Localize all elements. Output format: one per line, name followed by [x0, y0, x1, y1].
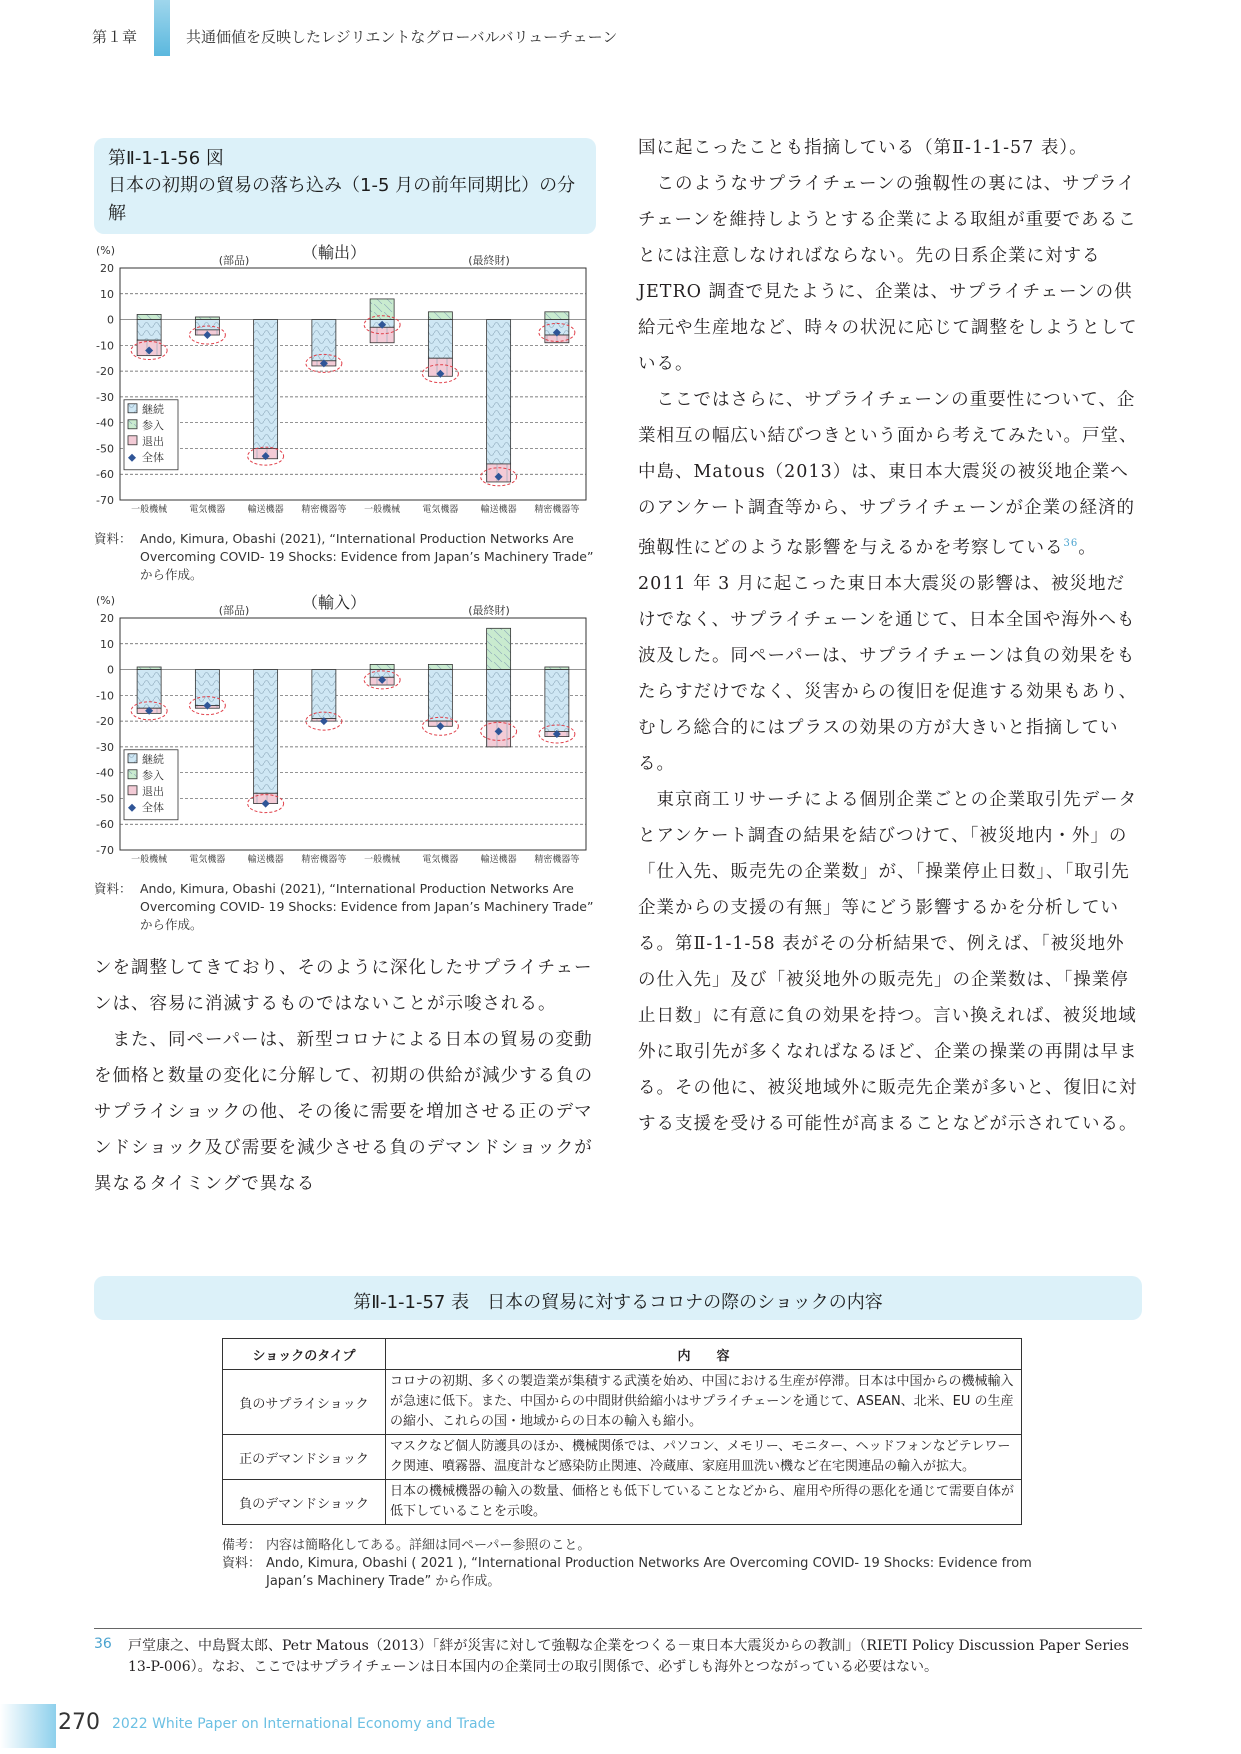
group-label: (最終財) — [468, 604, 510, 617]
column-header-content: 内 容 — [386, 1339, 1022, 1370]
legend-swatch — [128, 420, 137, 429]
y-tick-label: -20 — [96, 365, 114, 379]
table-row — [223, 1435, 1022, 1480]
plot-frame — [120, 268, 586, 500]
source-label: 資料： — [222, 1556, 262, 1571]
chapter-title: 共通価値を反映したレジリエントなグローバルバリューチェーン — [186, 28, 618, 46]
bar-keizoku — [137, 320, 161, 341]
table-title: 第Ⅱ-1-1-57 表 日本の貿易に対するコロナの際のショックの内容 — [353, 1292, 883, 1313]
footnote-divider — [94, 1628, 1142, 1629]
y-tick-label: 10 — [100, 287, 114, 301]
source-label: 資料： — [94, 531, 132, 546]
bar-sannyu — [370, 664, 394, 669]
y-tick-label: 0 — [107, 663, 114, 677]
paragraph-part: 。2011 年 3 月に起こった東日本大震災の影響は、被災地だけでなく、サプライチェーンを通じて、日本全国や海外へも波及した。同ペーパーは、サプライチェーンは負の効果をもたらすだけでなく、災害からの復旧を促進する効果もあり、むしろ総合的にはプラスの効果の方が大きいと指摘している。 — [638, 537, 1138, 774]
footnote-number: 36 — [94, 1636, 112, 1652]
paragraph: 国に起こったことも指摘している（第Ⅱ-1-1-57 表）。 — [638, 138, 1088, 158]
y-tick-label: -50 — [96, 792, 114, 806]
legend-label: 継続 — [142, 402, 164, 416]
x-tick-label: 輸送機器 — [247, 855, 284, 865]
export-chart-source — [94, 530, 600, 586]
x-tick-label: 精密機器等 — [534, 505, 580, 515]
shock-content: マスクなど個人防護具のほか、機械関係では、パソコン、メモリー、モニター、ヘッドフォンなどテレワーク関連、噴霧器、温度計など感染防止関連、冷蔵庫、家庭用皿洗い機など在宅関連品の輸入が拡大。 — [386, 1435, 1022, 1480]
chart-title: （輸出） — [301, 243, 367, 262]
bar-keizoku — [195, 320, 219, 330]
y-tick-label: -50 — [96, 442, 114, 456]
table-header-row — [223, 1339, 1022, 1370]
source-text: Ando, Kimura, Obashi ( 2021 ), “International Production Networks Are Overcoming COVID- 19 Shocks: Evidence from Japan’s Machinery Trade” から作成。 — [266, 1556, 1032, 1589]
y-tick-label: -70 — [96, 494, 114, 507]
table-row — [223, 1370, 1022, 1435]
paragraph — [638, 382, 1143, 782]
import-chart-svg — [94, 590, 604, 880]
paragraph-part: ここではさらに、サプライチェーンの重要性について、企業相互の幅広い結びつきという面から考えてみたい。戸堂、中島、Matous（2013）は、東日本大震災の被災地企業へのアンケート調査等から、サプライチェーンが企業の経済的強靱性にどのような影響を与えるかを考察している — [638, 390, 1138, 558]
footer-accent-bar — [0, 1704, 56, 1748]
figure-title: 日本の初期の貿易の落ち込み（1-5 月の前年同期比）の分解 — [108, 175, 576, 224]
y-axis-unit: (%) — [96, 244, 116, 257]
y-tick-label: -20 — [96, 715, 114, 729]
legend-label: 継続 — [142, 752, 164, 766]
right-column-text — [638, 130, 1143, 1142]
footer-title: 2022 White Paper on International Economy and Trade — [112, 1716, 496, 1732]
shock-content: コロナの初期、多くの製造業が集積する武漢を始め、中国における生産が停滞。日本は中国からの機械輸入が急速に低下。また、中国からの中間財供給縮小はサプライチェーンを通じて、ASEAN、北米、EU の生産の縮小、これらの国・地域からの日本の輸入も縮小。 — [386, 1370, 1022, 1435]
y-tick-label: -40 — [96, 766, 114, 780]
x-tick-label: 精密機器等 — [301, 855, 347, 865]
y-tick-label: 0 — [107, 313, 114, 327]
x-tick-label: 精密機器等 — [301, 505, 347, 515]
left-column-text — [94, 950, 599, 1202]
bar-sannyu — [428, 664, 452, 669]
footnote-ref[interactable]: 36 — [1063, 538, 1079, 549]
x-tick-label: 電気機器 — [422, 505, 459, 515]
legend-swatch — [128, 770, 137, 779]
bar-sannyu — [545, 312, 569, 320]
bar-keizoku — [312, 670, 336, 719]
legend-label: 退出 — [142, 784, 164, 798]
y-tick-label: -30 — [96, 390, 114, 404]
bar-keizoku — [545, 670, 569, 732]
legend-label: 退出 — [142, 434, 164, 448]
legend-label: 全体 — [142, 800, 164, 814]
bar-keizoku — [487, 320, 511, 464]
export-chart-svg — [94, 240, 604, 530]
x-tick-label: 一般機械 — [131, 505, 168, 515]
shock-content: 日本の機械機器の輸入の数量、価格とも低下していることなどから、雇用や所得の悪化を通じて需要自体が低下していることを示唆。 — [386, 1480, 1022, 1525]
bar-sannyu — [487, 628, 511, 669]
bar-keizoku — [254, 320, 278, 449]
bar-keizoku — [254, 670, 278, 794]
chapter-accent-bar — [154, 0, 170, 56]
bar-sannyu — [428, 312, 452, 320]
x-tick-label: 一般機械 — [364, 855, 401, 865]
group-label: (部品) — [218, 254, 250, 267]
y-axis-unit: (%) — [96, 594, 116, 607]
bar-keizoku — [428, 320, 452, 359]
note-text: 内容は簡略化してある。詳細は同ペーパー参照のこと。 — [266, 1538, 591, 1553]
bar-sannyu — [137, 314, 161, 319]
import-chart — [94, 590, 604, 880]
x-tick-label: 電気機器 — [189, 505, 226, 515]
x-tick-label: 一般機械 — [364, 505, 401, 515]
x-tick-label: 一般機械 — [131, 855, 168, 865]
legend-swatch — [128, 404, 137, 413]
column-header-type: ショックのタイプ — [223, 1339, 386, 1370]
group-label: (部品) — [218, 604, 250, 617]
x-tick-label: 電気機器 — [189, 855, 226, 865]
paragraph: 東京商工リサーチによる個別企業ごとの企業取引先データとアンケート調査の結果を結びつけて、「被災地内・外」の「仕入先、販売先の企業数」が、「操業停止日数」、「取引先企業からの支援の有無」等にどう影響するかを分析している。第Ⅱ-1-1-58 表がその分析結果で、例えば、「被災地外の仕入先」及び「被災地外の販売先」の企業数は、「操業停止日数」に有意に負の効果を持つ。言い換えれば、被災地域外に取引先が多くなればなるほど、企業の操業の再開は早まる。その他に、被災地域外に販売先企業が多いと、復旧に対する支援を受ける可能性が高まることなどが示されている。 — [638, 789, 1138, 1134]
table-row — [223, 1480, 1022, 1525]
x-tick-label: 輸送機器 — [480, 505, 517, 515]
x-tick-label: 電気機器 — [422, 855, 459, 865]
source-text: Ando, Kimura, Obashi (2021), “International Production Networks Are Overcoming COVID- 19 Shocks: Evidence from Japan’s Machinery Trade” から作成。 — [140, 531, 594, 582]
bar-keizoku — [487, 670, 511, 722]
bar-keizoku — [195, 670, 219, 706]
paragraph: ンを調整してきており、そのように深化したサプライチェーンは、容易に消滅するものではないことが示唆される。 — [94, 958, 593, 1014]
y-tick-label: 10 — [100, 637, 114, 651]
source-text: Ando, Kimura, Obashi (2021), “International Production Networks Are Overcoming COVID- 19 Shocks: Evidence from Japan’s Machinery Trade” から作成。 — [140, 881, 594, 932]
paragraph: また、同ペーパーは、新型コロナによる日本の貿易の変動を価格と数量の変化に分解して、初期の供給が減少する負のサプライショックの他、その後に需要を増加させる正のデマンドショック及び需要を減少させる負のデマンドショックが異なるタイミングで異なる — [94, 1030, 594, 1194]
shock-type: 正のデマンドショック — [223, 1435, 386, 1480]
y-tick-label: -10 — [96, 339, 114, 353]
footnote-text: 戸堂康之、中島賢太郎、Petr Matous（2013）「絆が災害に対して強靱な企業をつくる－東日本大震災からの教訓」（RIETI Policy Discussion Paper Series 13-P-006）。なお、ここではサプライチェーンは日本国内の企業同士の取引関係で、必ずしも海外とつながっている必要はない。 — [128, 1638, 1129, 1675]
legend-label: 参入 — [142, 418, 164, 432]
source-label: 資料： — [94, 881, 132, 896]
y-tick-label: -10 — [96, 689, 114, 703]
y-tick-label: 20 — [100, 262, 114, 275]
x-tick-label: 精密機器等 — [534, 855, 580, 865]
paragraph: このようなサプライチェーンの強靱性の裏には、サプライチェーンを維持しようとする企業による取組が重要であることには注意しなければならない。先の日系企業に対する JETRO 調査で見たように、企業は、サプライチェーンの供給元や生産地など、時々の状況に応じて調整をしようとしている。 — [638, 174, 1138, 374]
legend-label: 全体 — [142, 450, 164, 464]
note-label: 備考： — [222, 1538, 262, 1553]
bar-keizoku — [428, 670, 452, 722]
shock-table — [222, 1338, 1022, 1525]
import-chart-source — [94, 880, 600, 936]
legend-label: 参入 — [142, 768, 164, 782]
export-chart — [94, 240, 604, 530]
bar-keizoku — [312, 320, 336, 361]
legend-swatch — [128, 436, 137, 445]
page-number: 270 — [58, 1710, 100, 1735]
x-tick-label: 輸送機器 — [247, 505, 284, 515]
x-tick-label: 輸送機器 — [480, 855, 517, 865]
chapter-label: 第１章 — [92, 28, 138, 46]
figure-number: 第Ⅱ-1-1-56 図 — [108, 148, 224, 169]
legend-swatch — [128, 754, 137, 763]
group-label: (最終財) — [468, 254, 510, 267]
y-tick-label: -60 — [96, 818, 114, 832]
legend-swatch — [128, 786, 137, 795]
y-tick-label: -60 — [96, 468, 114, 482]
y-tick-label: -70 — [96, 844, 114, 857]
bar-taishutsu — [370, 327, 394, 342]
y-tick-label: 20 — [100, 612, 114, 625]
chart-title: （輸入） — [301, 593, 367, 612]
y-tick-label: -30 — [96, 740, 114, 754]
shock-type: 負のサプライショック — [223, 1370, 386, 1435]
shock-type: 負のデマンドショック — [223, 1480, 386, 1525]
y-tick-label: -40 — [96, 416, 114, 430]
